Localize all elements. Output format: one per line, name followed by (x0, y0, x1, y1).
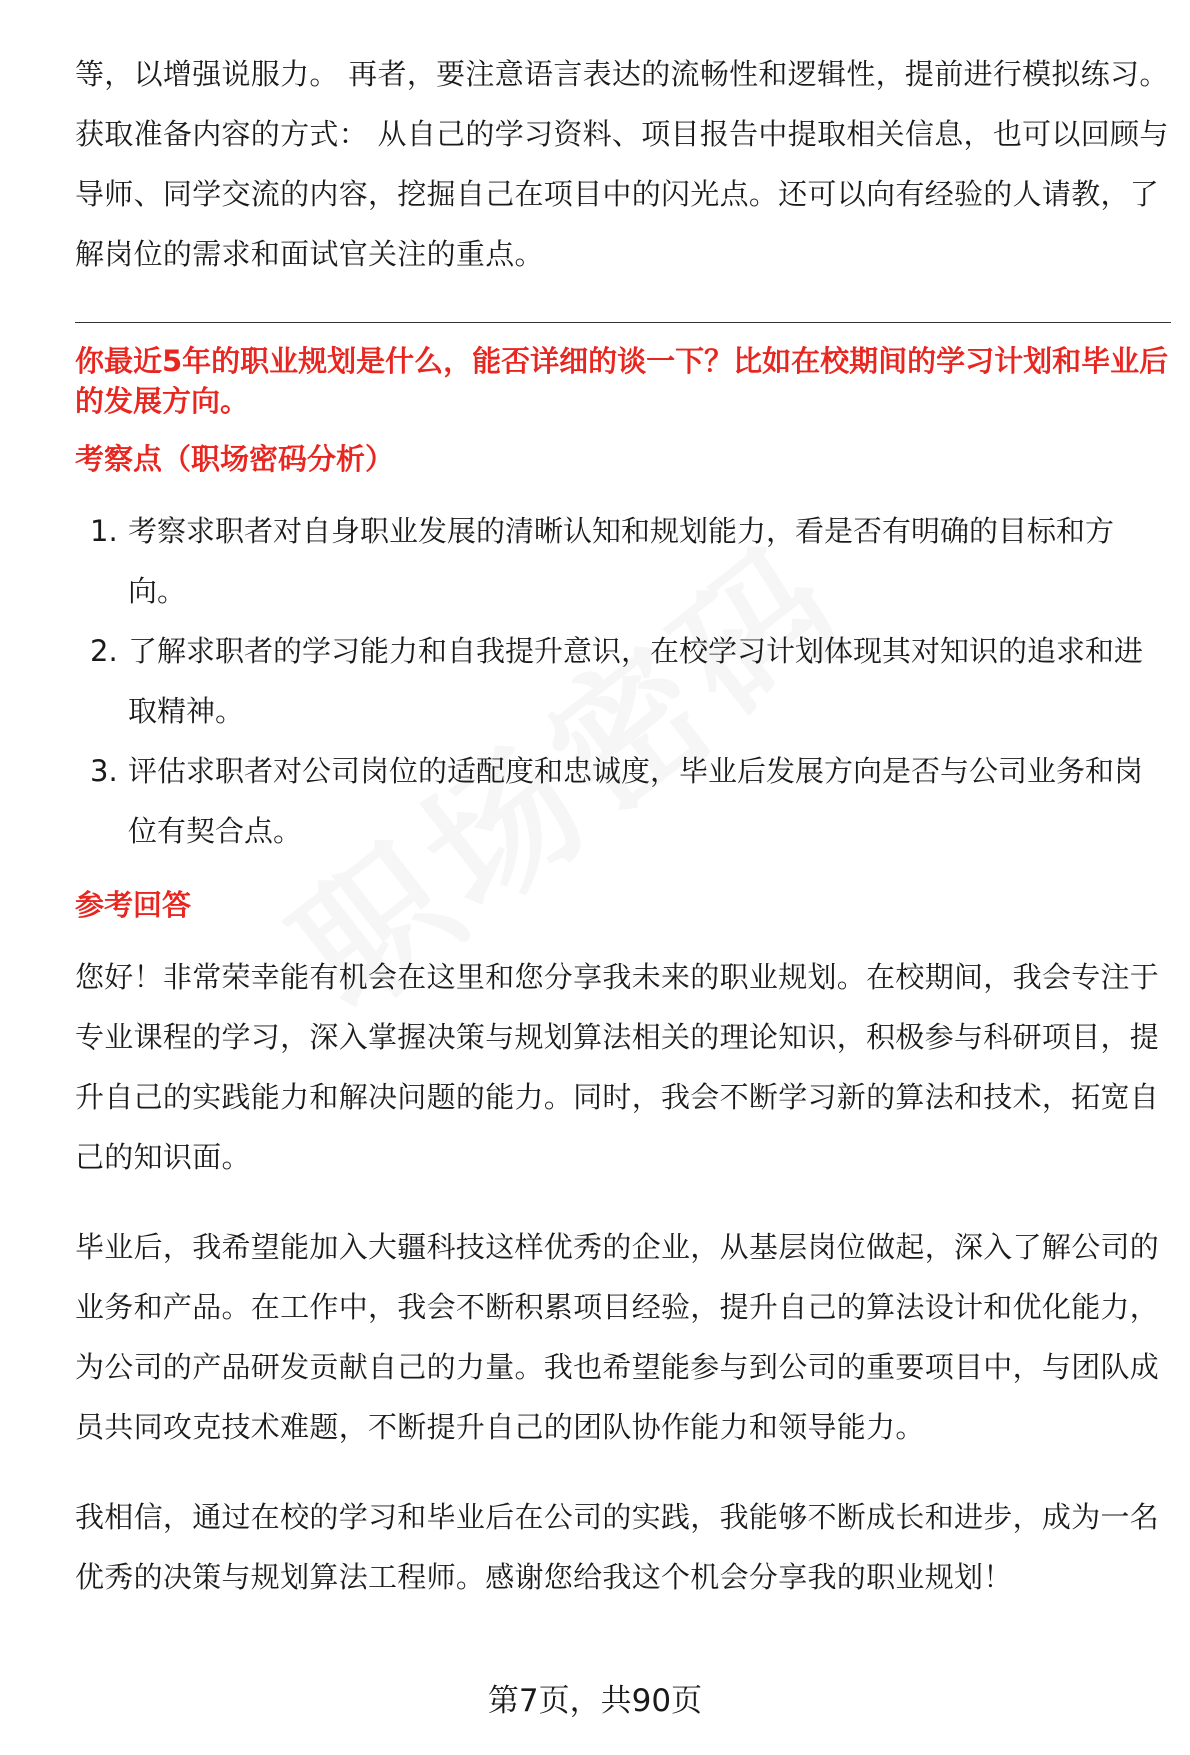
intro-paragraph: 等，以增强说服力。 再者，要注意语言表达的流畅性和逻辑性，提前进行模拟练习。 获取准备内容的方式： 从自己的学习资料、项目报告中提取相关信息，也可以回顾与导师、同学交流的内容，挖掘自己在项目中的闪光点。还可以向有经验的人请教，了解岗位的需求和面试官关注的重点。 (75, 57, 1169, 271)
answer-paragraph: 毕业后，我希望能加入大疆科技这样优秀的企业，从基层岗位做起，深入了解公司的业务和产品。在工作中，我会不断积累项目经验，提升自己的算法设计和优化能力，为公司的产品研发贡献自己的力量。我也希望能参与到公司的重要项目中，与团队成员共同攻克技术难题，不断提升自己的团队协作能力和领导能力。 (75, 1230, 1160, 1444)
list-number: 3. (90, 754, 118, 788)
list-number: 1. (90, 514, 118, 548)
list-item-text: 考察求职者对自身职业发展的清晰认知和规划能力，看是否有明确的目标和方向。 (128, 514, 1115, 608)
list-item (75, 501, 1171, 621)
list-item-text: 评估求职者对公司岗位的适配度和忠诚度，毕业后发展方向是否与公司业务和岗位有契合点。 (128, 754, 1144, 848)
section-divider (75, 322, 1171, 323)
list-item (75, 741, 1171, 861)
page-number-footer: 第7页，共90页 (487, 1683, 703, 1719)
analysis-heading: 考察点（职场密码分析） (75, 442, 395, 476)
list-item (75, 621, 1171, 741)
list-item-text: 了解求职者的学习能力和自我提升意识，在校学习计划体现其对知识的追求和进取精神。 (128, 634, 1144, 728)
answer-paragraph: 我相信，通过在校的学习和毕业后在公司的实践，我能够不断成长和进步，成为一名优秀的决策与规划算法工程师。感谢您给我这个机会分享我的职业规划！ (75, 1500, 1160, 1594)
analysis-list (75, 501, 1171, 861)
answer-heading: 参考回答 (75, 888, 192, 922)
document-page (75, 44, 1171, 1607)
list-number: 2. (90, 634, 118, 668)
answer-paragraph: 您好！非常荣幸能有机会在这里和您分享我未来的职业规划。在校期间，我会专注于专业课程的学习，深入掌握决策与规划算法相关的理论知识，积极参与科研项目，提升自己的实践能力和解决问题的能力。同时，我会不断学习新的算法和技术，拓宽自己的知识面。 (75, 960, 1160, 1174)
question-heading: 你最近5年的职业规划是什么，能否详细的谈一下？比如在校期间的学习计划和毕业后的发展方向。 (75, 344, 1169, 418)
